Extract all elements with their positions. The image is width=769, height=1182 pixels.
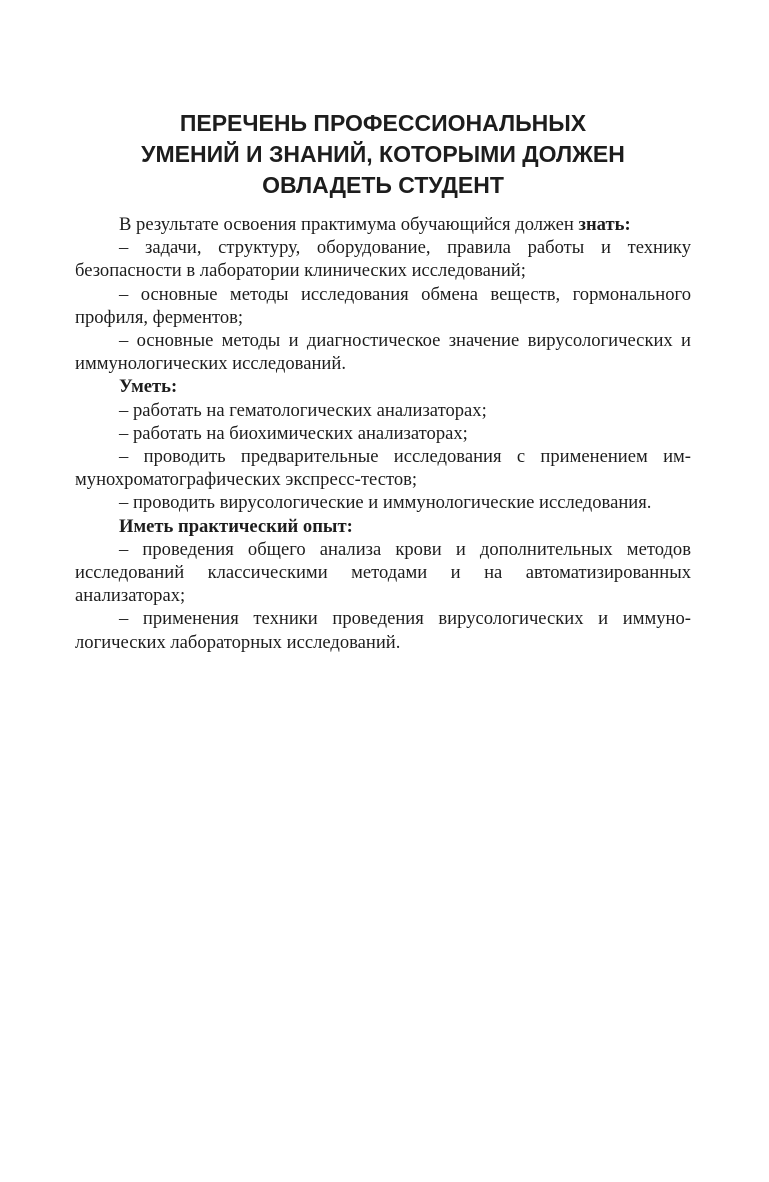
page-title xyxy=(75,108,691,201)
know-item: – основные методы исследования обмена веществ, гормонального профиля, ферментов; xyxy=(75,283,691,328)
title-line-1: ПЕРЕЧЕНЬ ПРОФЕССИОНАЛЬНЫХ xyxy=(179,110,587,136)
know-item: – основные методы и диагностическое значение вирусологических и иммунологических исследований. xyxy=(75,330,691,375)
title-line-2: УМЕНИЙ И ЗНАНИЙ, КОТОРЫМИ ДОЛЖЕН xyxy=(141,141,625,167)
know-intro-paragraph xyxy=(75,213,691,236)
know-item: – задачи, структуру, оборудование, правила работы и технику безопасности в лаборатории клинических исследований; xyxy=(75,237,691,282)
experience-heading: Иметь практический опыт: xyxy=(119,515,353,537)
experience-item: – применения техники проведения вирусологических и иммунологических лабораторных исследований. xyxy=(75,608,691,653)
document-page xyxy=(75,108,691,654)
skills-item: – работать на гематологических анализаторах; xyxy=(119,399,487,421)
experience-item: – проведения общего анализа крови и дополнительных методов исследований классическими методами и на автоматизированных анализаторах; xyxy=(75,538,691,607)
skills-item: – проводить вирусологические и иммунологические исследования. xyxy=(119,492,652,514)
know-intro-text: В результате освоения практимума обучающийся должен xyxy=(119,214,579,235)
skills-heading: Уметь: xyxy=(119,376,178,398)
skills-item: – работать на биохимических анализаторах; xyxy=(119,422,468,444)
skills-item: – проводить предварительные исследования с применением иммунохроматографических экспресс-тестов; xyxy=(75,446,691,491)
document-body xyxy=(75,213,691,654)
know-intro-keyword: знать: xyxy=(578,214,631,235)
title-line-3: ОВЛАДЕТЬ СТУДЕНТ xyxy=(262,172,504,198)
